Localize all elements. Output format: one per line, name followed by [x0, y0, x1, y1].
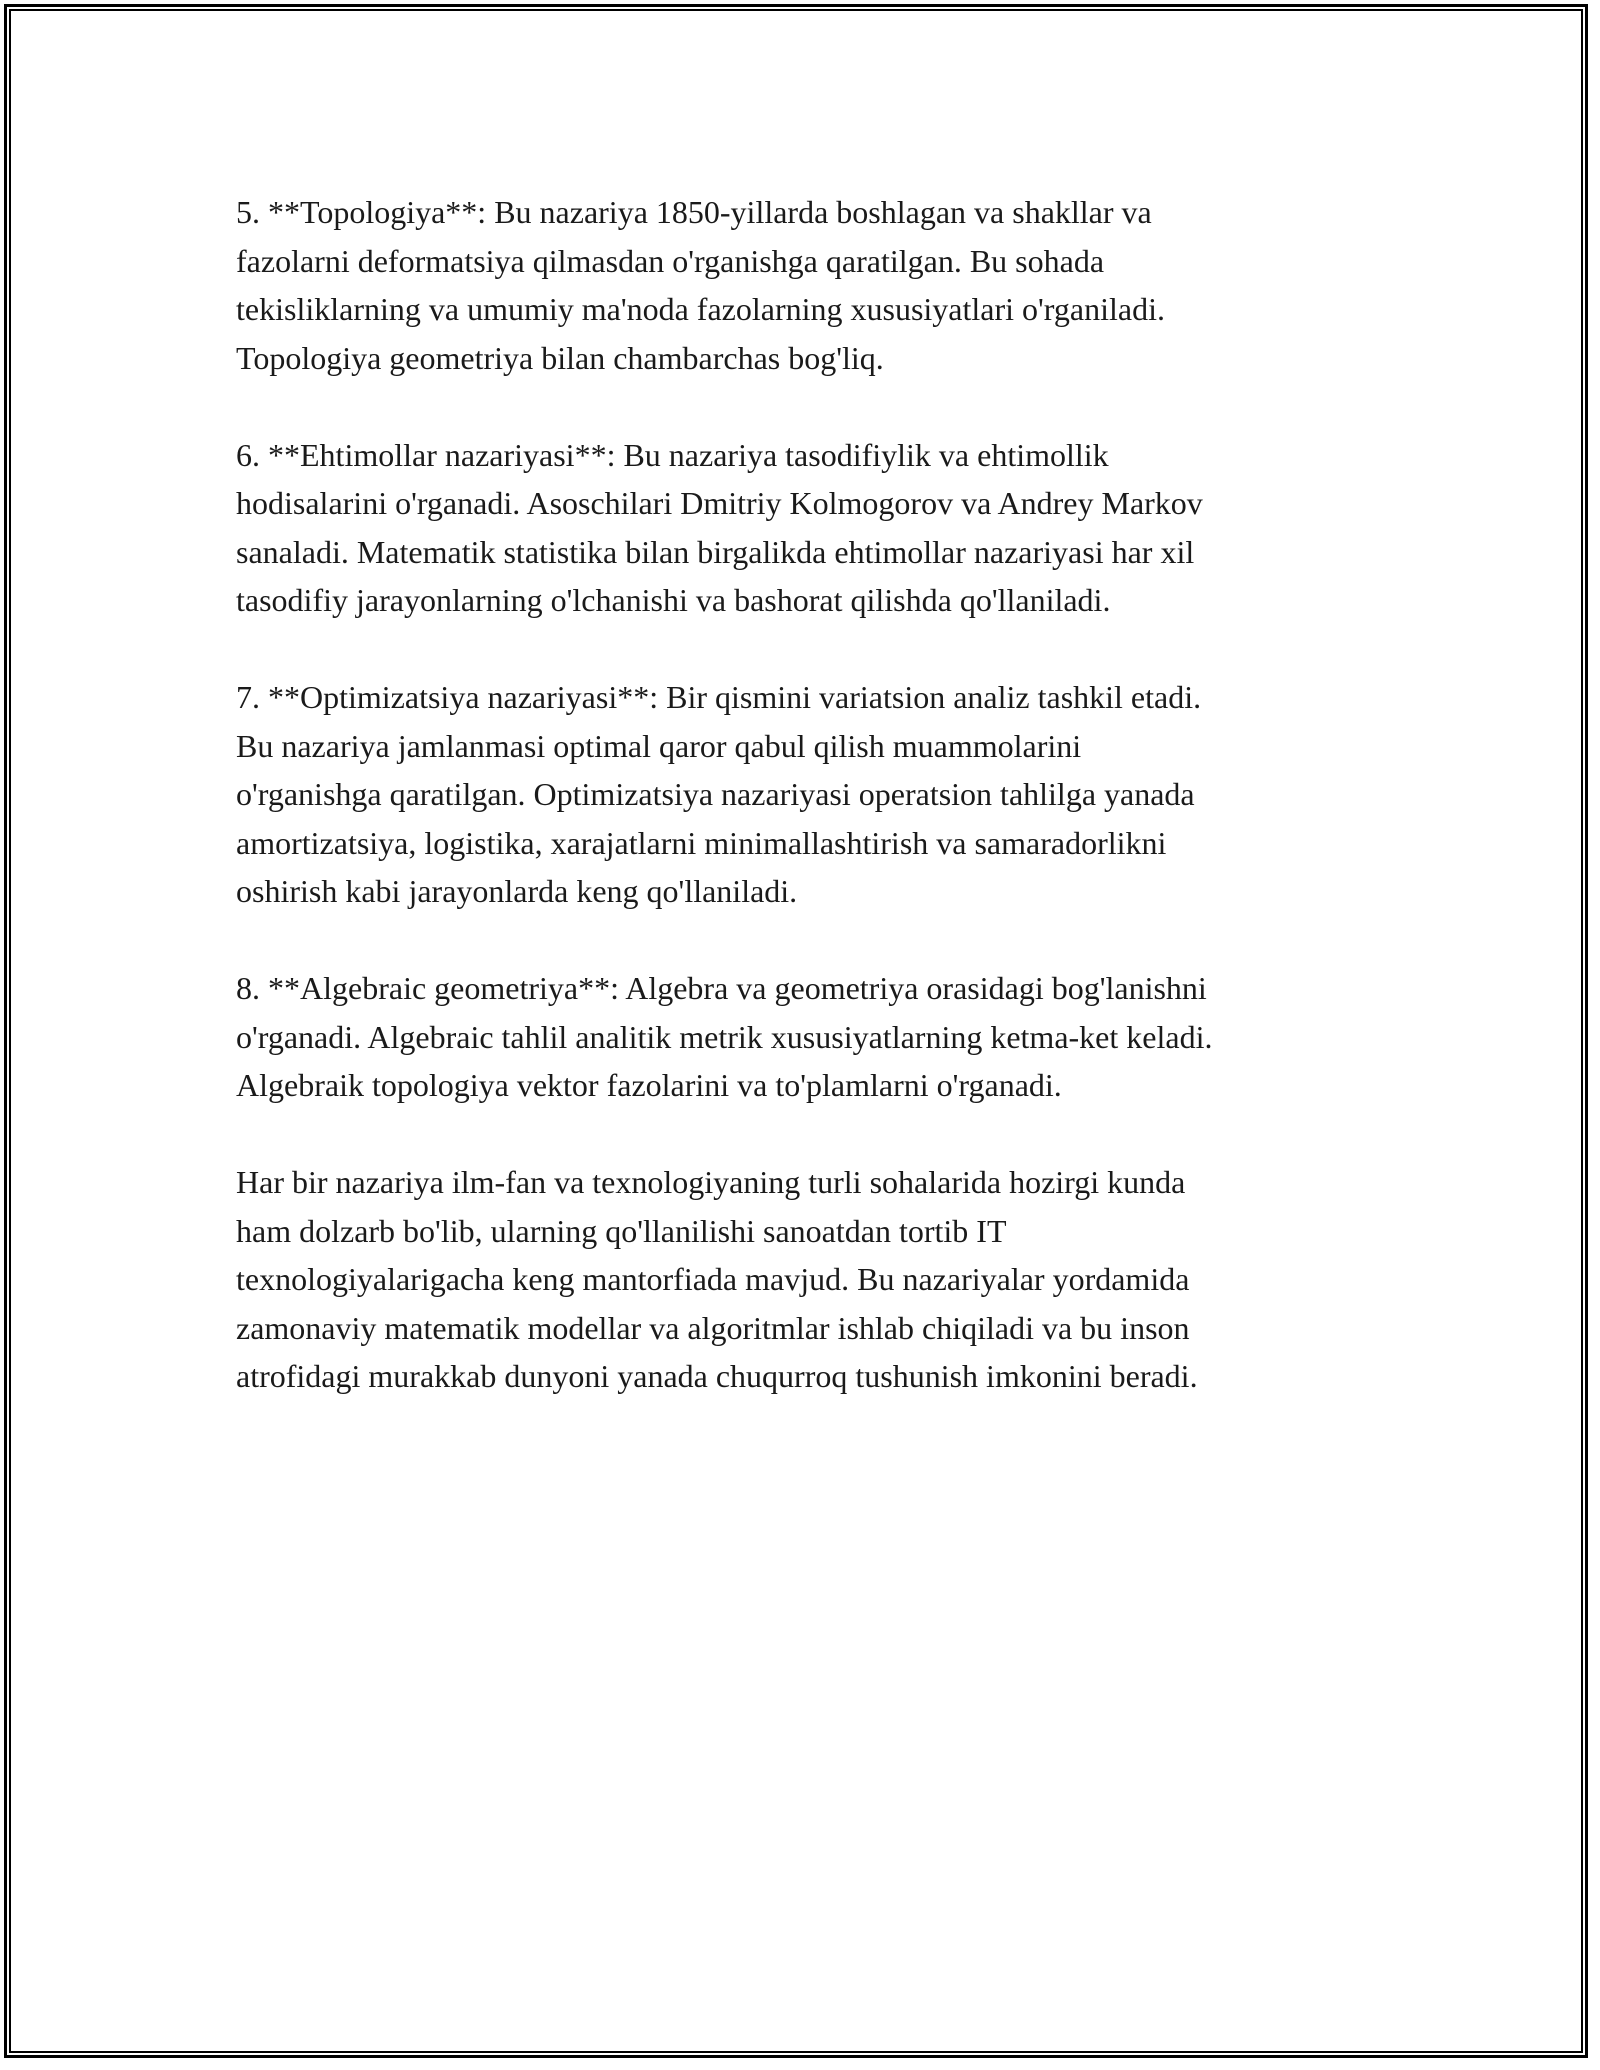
paragraph-optimizatsiya-nazariyasi: 7. **Optimizatsiya nazariyasi**: Bir qismini variatsion analiz tashkil etadi. Bu nazariya jamlanmasi optimal qaror qabul qilish muammolarini o'rganishga qaratilgan. Optimizatsiya nazariyasi operatsion tahlilga yanada amortizatsiya, logistika, xarajatlarni minimallashtirish va samaradorlikni oshirish kabi jarayonlarda keng qo'llaniladi. [236, 679, 1202, 909]
paragraph-topologiya: 5. **Topologiya**: Bu nazariya 1850-yillarda boshlagan va shakllar va fazolarni deformatsiya qilmasdan o'rganishga qaratilgan. Bu sohada tekisliklarning va umumiy ma'noda fazolarning xususiyatlari o'rganiladi. Topologiya geometriya bilan chambarchas bog'liq. [236, 194, 1165, 376]
document-body [236, 188, 1366, 1449]
paragraph-algebraic-geometriya: 8. **Algebraic geometriya**: Algebra va geometriya orasidagi bog'lanishni o'rganadi. Algebraic tahlil analitik metrik xususiyatlarning ketma-ket keladi. Algebraik topologiya vektor fazolarini va to'plamlarni o'rganadi. [236, 970, 1213, 1103]
paragraph-conclusion: Har bir nazariya ilm-fan va texnologiyaning turli sohalarida hozirgi kunda ham dolzarb bo'lib, ularning qo'llanilishi sanoatdan tortib IT texnologiyalarigacha keng mantorfiada mavjud. Bu nazariyalar yordamida zamonaviy matematik modellar va algoritmlar ishlab chiqiladi va bu inson atrofidagi murakkab dunyoni yanada chuqurroq tushunish imkonini beradi. [236, 1164, 1198, 1394]
paragraph-ehtimollar-nazariyasi: 6. **Ehtimollar nazariyasi**: Bu nazariya tasodifiylik va ehtimollik hodisalarini o'rganadi. Asoschilari Dmitriy Kolmogorov va Andrey Markov sanaladi. Matematik statistika bilan birgalikda ehtimollar nazariyasi har xil tasodifiy jarayonlarning o'lchanishi va bashorat qilishda qo'llaniladi. [236, 436, 1203, 618]
